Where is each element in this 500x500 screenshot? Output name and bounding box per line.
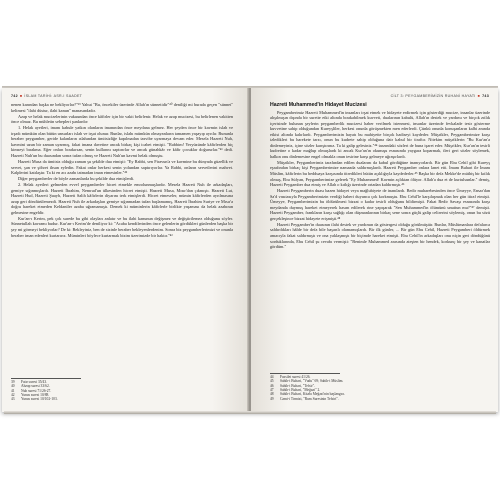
left-page-number: 742: [11, 94, 18, 98]
section-title: Hazreti Muhammed'in Hidayet Mucizesi: [270, 102, 367, 108]
footnote: 47 Sahih-i Buhari, "Meğazi" 2.: [270, 388, 321, 393]
footnote: 41 Nuh suresi 71/26-27.: [11, 388, 52, 393]
right-footnotes: [270, 375, 345, 401]
paragraph: Hazreti Musa da ümitsiz olduğu zaman şu şekilde dua etmişti: "Ey Rabbi, sen Firavun'a ve kavmine bu dünyada güzellik ve servet, şan ve şöhret ihsan eyledin. Fakat onlar herkesi senin yolundan saptırıyorlar. Ya Rabbi, onların servetlerini mahvet. Kalplerini katılaştır. Ta ki en acı azabı tatmadan iman etmesinler."⁴²: [11, 158, 233, 176]
footnote: 48 Sahih-i Buhari, Kitabı Meğazi'nin başlangıcı.: [270, 392, 346, 397]
right-page: [251, 88, 498, 412]
header-separator: ■: [19, 94, 23, 98]
footnote: 42 Yunus suresi 10/88.: [11, 393, 50, 398]
paragraph: Müşrikler, Peygamberimiz tarafından edilen dualarını da kabul gördüğüne inanıyorlardı. Bir gün Ebu Cehil gibi Kureyş eşrafından birkaç kişi Peygamberimize namazda saldırmışlardı. Hazreti Peygamber onlara lanet etti. İmam Buhari ile İmam Müslim, kâfirlerin bu bedduaya karşısında titredikleri bütün açıklığıyla kaydederler.⁴⁵ Başka bir defa Mekke'de müthiş bir kıtlık olmuş, Ebu Süfyan, Peygamberimize gelerek "Ey Muhammed! Kavmin açlıktan ölüyor. Allah'a dua et de kurtulsunlar." demiş, Hazreti Peygamber dua etmiş ve Allah o kıtlığı üzerinde ortadan kaldırmıştı.⁴⁶: [270, 159, 490, 188]
footnote: 44 Fussilet suresi 41/26.: [270, 375, 311, 379]
header-separator: ■: [477, 94, 481, 98]
right-body-text: [270, 102, 490, 250]
right-page-number: 743: [482, 94, 489, 98]
left-running-title: İSLAM TARİHİ: ASR-I SAADET: [24, 94, 83, 98]
book-bottom-edge: [4, 411, 496, 414]
left-page: [2, 88, 249, 412]
footnote: 43 Yunus suresi 10/102-103.: [11, 397, 58, 402]
footnote: 46 Sahih-i Buhari, "Tefsir".: [270, 383, 316, 388]
paragraph: Hazreti Peygamber'in duasının ilahi destek ve yardımın da göstergesi olduğu görülmüştür. Bunlar, Müslümanlara defalarca saldırdıkları hâlde bir defa bile başarılı olamamışlardı. Bir ilk günler, ... Bir gün Ebu Cehil, Hazreti Peygamberi öldürmek amacıyla fakat saldırmıştı ve ona yaklaşmıştı bir biçimde hareket etmişti. Ebu Cehil'in arkadaşları onu niçin geri döndüğünü sorduklarında, Ebu Cehil şu cevabı vermişti: "Benimle Muhammed arasında ateşten bir hendek, korkunç bir şey ve kanatlar gördüm.": [270, 221, 490, 250]
footnote-rule: [11, 378, 81, 379]
paragraph: Azap ve helak mucizelerinin vukuundan önce kâfirler için bir vakit belirlenir. Helak ve azap mucizesi, bu belirlenen vakitten önce olmaz. Bu mühletin sebepleri şunlardır:: [11, 113, 233, 125]
footnote: 49 Cami-i Tirmizi, "Rum Suresinin Tefsiri".: [270, 396, 339, 401]
right-running-title: CİLT 3: PEYGAMBERİMİZİN RUHANİ HAYATI: [390, 94, 476, 98]
footnote-rule: [270, 373, 340, 374]
left-footnotes: [11, 380, 58, 402]
left-body-text: [11, 102, 233, 239]
footnote: 45 Sahih-i Buhari, "Vudu" 69; Sahih-i Müslim.: [270, 379, 344, 384]
paragraph: Hazreti Peygamberin duası bazen hidayet veya mağlubiyete de inanılardı. Bedir muharebesinden önce Ümeyye, Ensar'dan Sa'd vasıtasıyla Peygamberimizin verdiği haberi duyunca çok korkmuştu. Ebu Cehil'le karşılaşmak olan her gün itiraf etmişti. Ümeyye, Peygamberimizin bu öldürülmesi bizzat o kadar tesirli olduğunu bildirmişti. Fakat Bedir Savaşı esnasında karşı meydanda duymuş hareket etmeyerek hasım edilerek rine yapışarak "Sen Muhammed'in ölümünü unuttun mu?"⁴⁷ demişti. Hazreti Peygamber, frankların karşı sağlığı olan düşmanlarının birkaç sene sonra güçlü galip celirerini söylemiş, onun bu sözü gerçekleşince bizzat hidayete erişmişti.⁴⁸: [270, 188, 490, 221]
paragraph: nenen karından başka ne bekliyorlar?"³⁹ Yahut "Bu, öncekiler üzerinde Allah'ın sünnetidir"⁴⁰ deniliği mi burada geçen "sünnet" kelimesi "ilahi düstur, ilahi kanun" manasındadır.: [11, 102, 233, 113]
paragraph: Kur'an-ı Kerim, pek çok surede bu gibi olayları anlatır ve bu ilahi kanunun değişmez ve değiştirilemez olduğunu söyler. Sünnetullah kavramı budur. Kur'an-ı Kerim'de deniliyor ki: "Acaba kendilerinden önce gelenlerin gördükleri günlerden başka bir şey mi görmeyi bekliyorlar? De ki: Bekleyiniz, ben de sizinle beraber bekleyenlerdenim. Sonra biz peygamberlerimizi ve onunla beraber iman edenleri kurtarırız. Müminleri böylece kurtarmak bizim üzerimizde bir haktır."⁴³: [11, 215, 233, 238]
paragraph: Diğer peygamberler de böyle zamanlarda bu şekilde dua etmişlerdi.: [18, 176, 135, 182]
paragraph: 2. Helak ayetleri gelmeden evvel peygamberler hicret etmekle emrolunmuşlardır. Mesela Hazreti Nuh ile arkadaşları, gemiye sığınmışlardı. Hazreti İbrahim, Nemrud'un ülkesinden hicret etmişti. Hazreti Musa, Mısır'dan çıkmıştı. Hazreti Lut, Hazreti Hud, Hazreti Şuayb, Hazreti Salih kâfirlerin diyarını terk etmişlerdi. Hicret etmeseler, mümin kâfirlerden ayrılmasına azap geri döndürülemezdi. Hazreti Nuh ile arkadaşları gemiye sığınmadan tufan başlamamış, Hazreti İbrahim Suriye ve Mısır'a doğru hareket etmeden Keldaniler azaba uğramamıştı. Demek ki müminlerin kâfirlerle birlikte yaşaması da helak azabının gelmesine engeldir.: [11, 182, 233, 215]
paragraph: 1. Helak ayetleri, imanı kabule yatkın olanların imanından önce meydana gelmez. Her şeyden önce bir kavmin islah ve irşadı mümkün olan bütün unsurları islah ve irşat olunur. Bunlar, islahı mümkün olmayanların tamamen yaşayıp ayrılır. Bununla beraber peygamber, geride kalanların ıslahından ümitsizliğe kapılmadan tasvibe uyarmaya devam eder. Mesela Hazreti Nuh, kavmini uzun bir zaman uyarmış, fakat imana davetine ancak birkaç kişi icabet etmişti. "Rabbim! Yeryüzünde kâfirlerden hiç kimseyi bırakma. Eğer onları bırakırsan, senin kullarını saptırırlar ve ancak günahkâr ve kâfir çocuklar doğururlar."⁴¹ dedi. Hazreti Nuh'un bu duasından sonra tufan olmuş ve Hazreti Nuh'un kavmi helak olmuştu.: [11, 125, 233, 158]
footnote: 40 Ahzap suresi 33/62.: [11, 384, 50, 389]
paragraph: Peygamberimiz Hazreti Muhammed'in insanları irşat etmek ve hidayete erdirmek için gösterdiği mucize, insanlar üzerinde alışılmışın dışında bir surette etki altında bırakabilmek kuvveti, dualarının kabulü, Allah'ın destek ve yardımı ve birçok zıtlık içerisinde bulunan şeylerin peygamberlik mucizesi haber verilmek istenmesi, insanlar üzerinde fevkalade tesir gösterme kuvvetine sahip olduğundan Kureyşliler, herkesi onunla görüşmekten men ederlerdi. Çünkü onunla konuşanların kalbi anında etkisi altında kalırlardı. Peygamberimizin hayatı bu mahiyette birçok hadiseyi kaydeder. Müşrikler, Peygamberimize karşı izledikleri bu harekete tarzı, onun bu kudrete sahip olduğuna dair kabul bir tiraftır. Nitekim müşriklerin "Bu Kur'an'a dinlemeyiniz, içine sözler karıştırınız. Ta ki galip gelesiniz."⁴⁴ tarzındaki sözleri de buna işaret eder. Müşrikler, Kur'an'ın tesirli kudretine o kadar mağlup olmuşlardı ki ancak Kur'an'ın okunuşu esnasında yaygara koparmak, ileri geri sözler söylemek, halkın onu dinlemesine engel olmakla onun tesirine karşı gelmeye uğraşırlardı.: [270, 109, 490, 159]
left-page-header: [11, 94, 82, 98]
footnote: 39 Fatır suresi 35/43.: [11, 380, 48, 384]
right-page-header: [391, 94, 489, 98]
open-book: [2, 88, 498, 412]
